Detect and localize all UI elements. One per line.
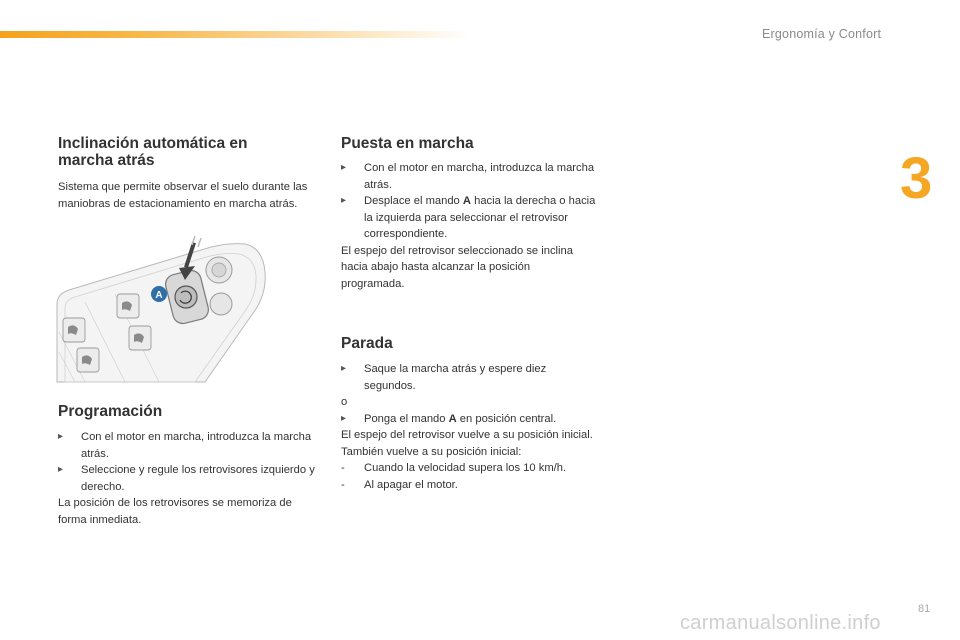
chapter-number: 3 — [900, 146, 933, 211]
mirror-control-illustration — [55, 232, 275, 384]
inclinacion-section — [58, 135, 320, 212]
puesta-step-2: ▸ Desplace el mando A hacia la derecha o hacia la izquierda para seleccionar el retrovisor correspondiente. — [341, 195, 596, 240]
parada-or: o — [341, 396, 348, 408]
accent-bar — [0, 31, 470, 38]
parada-step-1: ▸ Saque la marcha atrás y espere diez segundos. — [341, 363, 547, 392]
parada-condition-2: - Al apagar el motor. — [341, 478, 458, 491]
page-number: 81 — [918, 603, 931, 615]
inclinacion-text: Sistema que permite observar el suelo durante las maniobras de estacionamiento en marcha atrás. — [58, 181, 308, 210]
parada-note-1: El espejo del retrovisor vuelve a su posición inicial. — [341, 429, 593, 441]
parada-note-2: También vuelve a su posición inicial: — [341, 445, 522, 458]
programacion-section — [58, 403, 320, 528]
programacion-note: La posición de los retrovisores se memoriza de forma inmediata. — [58, 497, 292, 526]
puesta-section — [341, 135, 596, 292]
puesta-step-1: ▸ Con el motor en marcha, introduzca la marcha atrás. — [341, 162, 595, 191]
puesta-title: Puesta en marcha — [341, 135, 474, 152]
puesta-note: El espejo del retrovisor seleccionado se inclina hacia abajo hasta alcanzar la posición programada. — [341, 244, 573, 290]
programacion-step-2: ▸ Seleccione y regule los retrovisores izquierdo y derecho. — [58, 464, 315, 493]
parada-step-2: ▸ Ponga el mando A en posición central. — [341, 412, 557, 425]
programacion-step-1: ▸ Con el motor en marcha, introduzca la marcha atrás. — [58, 431, 312, 460]
parada-section — [341, 335, 596, 493]
parada-condition-1: - Cuando la velocidad supera los 10 km/h. — [341, 462, 567, 474]
parada-title: Parada — [341, 335, 393, 352]
inclinacion-title: Inclinación automática en marcha atrás — [58, 135, 248, 169]
programacion-title: Programación — [58, 403, 163, 420]
control-a-label: A — [155, 290, 163, 301]
section-header: Ergonomía y Confort — [762, 27, 882, 41]
watermark[interactable]: carmanualsonline.info — [680, 612, 881, 634]
